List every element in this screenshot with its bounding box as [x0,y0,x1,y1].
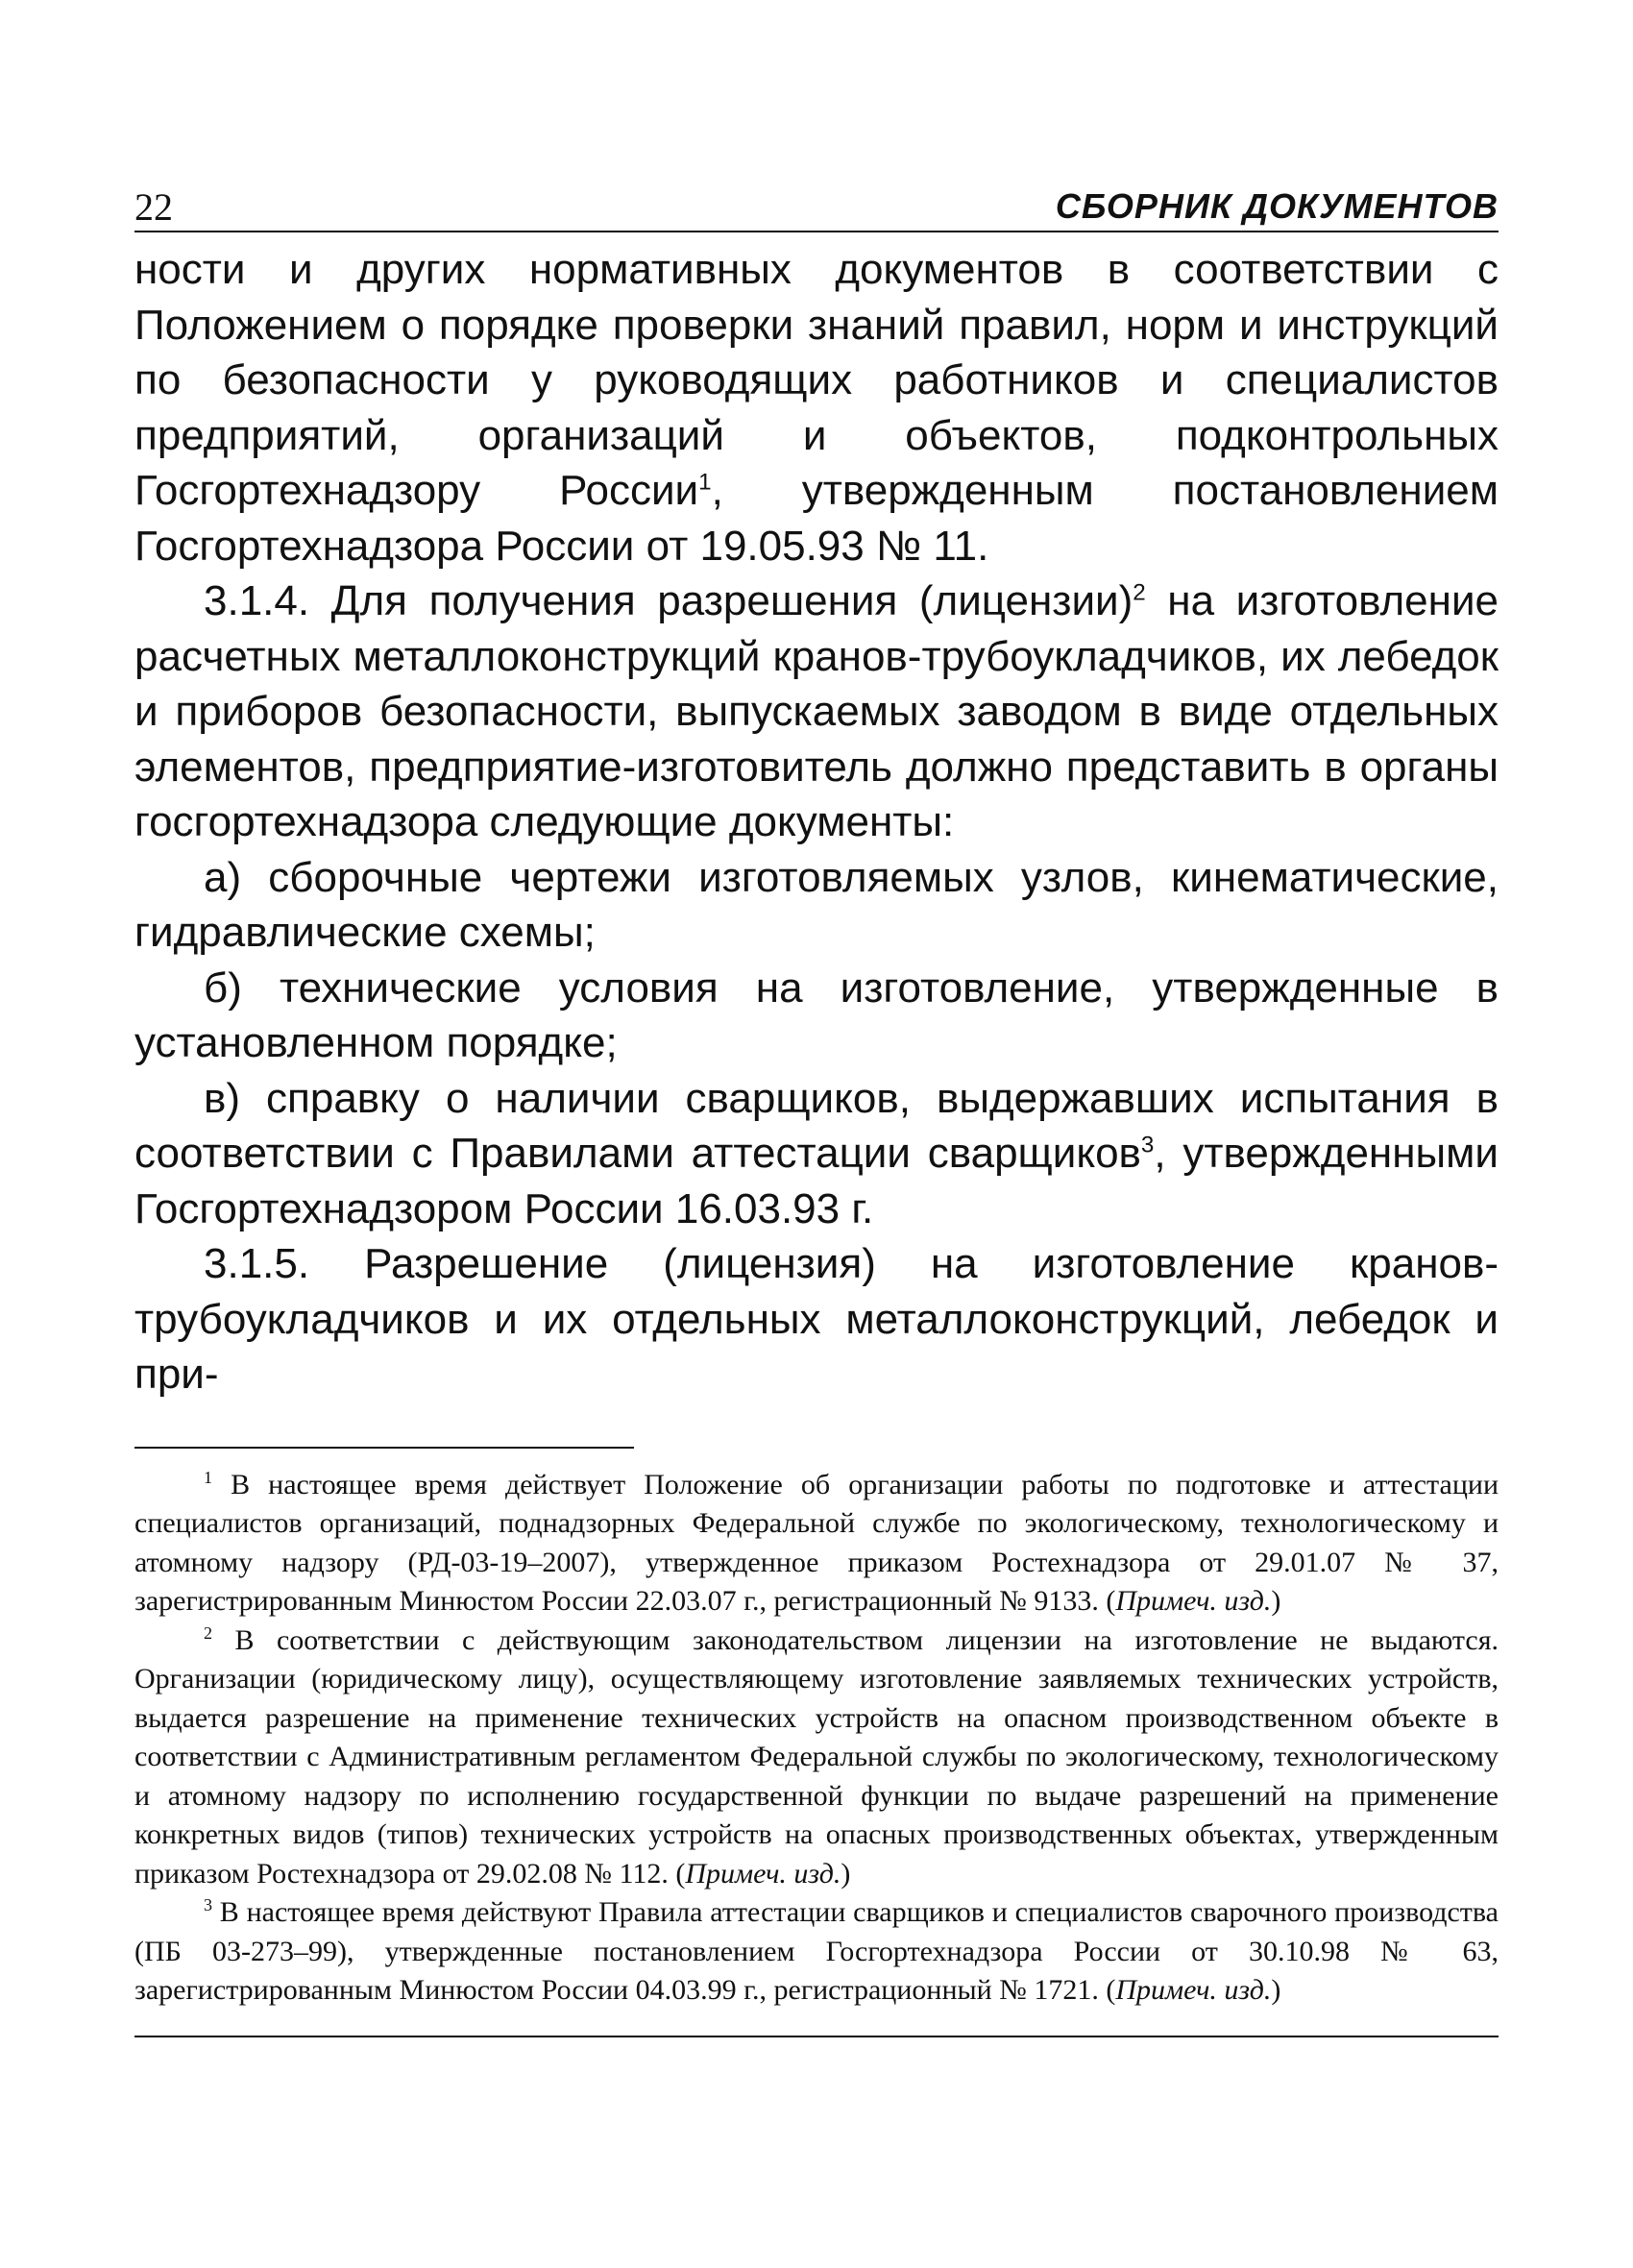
running-title: СБОРНИК ДОКУМЕНТОВ [1055,186,1499,226]
paragraph-text: на изготовление расчетных металлоконструкций кранов-трубоукладчиков, их лебедок и приборов безопасности, выпускаемых заводом в виде отдельных элементов, предприятие-изготовитель должно представить в органы госгортехнадзора следующие документы: [134,577,1499,845]
list-item-a: а) сборочные чертежи изготовляемых узлов, кинематические, гидравлические схемы; [134,853,1499,956]
footnote-mark: 3 [204,1895,212,1914]
paragraph-text: ности и других нормативных документов в соответствии с Положением о порядке проверки знаний правил, норм и инструкций по безопасности у руководящих работников и специалистов предприятий, организаций и объектов, подконтрольных Госгортехнадзору России [134,246,1499,514]
footnote-close: ) [1271,1974,1281,2006]
footnote-ref-1: 1 [698,469,712,496]
paragraph-3-1-4 [134,573,1499,850]
footnote-2 [134,1622,1499,1894]
paragraph-text: в) справку о наличии сварщиков, выдержавших испытания в соответствии с Правилами аттестации сварщиков [134,1074,1499,1177]
footnote-text: В настоящее время действует Положение об организации работы по подготовке и аттестации специалистов организаций, поднадзорных Федеральной службе по экологическому, технологическому и атомному надзору (РД-03-19–2007), утвержденное приказом Ростехнадзора от 29.01.07 № 37, зарегистрированным Минюстом России 22.03.07 г., регистрационный № 9133. ( [134,1468,1499,1617]
footnote-3 [134,1893,1499,2011]
footnote-mark: 2 [204,1622,212,1643]
list-item-b: б) технические условия на изготовление, утвержденные в установленном порядке; [134,963,1499,1066]
footnote-separator [134,1447,634,1449]
footnote-mark: 1 [204,1467,212,1487]
main-text [134,242,1499,1402]
list-item-v [134,1071,1499,1237]
footnote-close: ) [841,1857,851,1890]
paragraph-continued [134,242,1499,573]
footnote-1 [134,1466,1499,1622]
paragraph-text: 3.1.4. Для получения разрешения (лицензии) [204,577,1133,624]
footnote-text: В настоящее время действуют Правила аттестации сварщиков и специалистов сварочного производства (ПБ 03-273–99), утвержденные постановлением Госгортехнадзора России от 30.10.98 № 63, зарегистрированным Минюстом России 04.03.99 г., регистрационный № 1721. ( [134,1896,1499,2006]
editor-note: Примеч. изд. [1115,1585,1272,1617]
editor-note: Примеч. изд. [685,1857,841,1890]
paragraph-text: , утвержденными Госгортехнадзором России 16.03.93 г. [134,1130,1499,1232]
paragraph-3-1-5: 3.1.5. Разрешение (лицензия) на изготовление кранов-трубоукладчиков и их отдельных металлоконструкций, лебедок и при- [134,1240,1499,1398]
page-number: 22 [134,185,173,229]
footnote-text: В соответствии с действующим законодательством лицензии на изготовление не выдаются. Организации (юридическому лицу), осуществляющему изготовление заявляемых технических устройств, выдается разрешение на применение технических устройств на опасном производственном объекте в соответствии с Административным регламентом Федеральной службы по экологическому, технологическому и атомному надзору по исполнению государственной функции по выдаче разрешений на применение конкретных видов (типов) технических устройств на опасных производственных объектах, утвержденным приказом Ростехнадзора от 29.02.08 № 112. ( [134,1623,1499,1890]
footnote-ref-2: 2 [1133,579,1146,606]
running-header [134,183,1499,232]
footnote-ref-3: 3 [1140,1132,1155,1158]
footnote-close: ) [1271,1585,1281,1617]
editor-note: Примеч. изд. [1115,1974,1272,2006]
footnotes [134,1466,1499,2011]
document-page [134,183,1499,2037]
bottom-rule [134,2036,1499,2037]
paragraph-text: , утвержденным постановлением Госгортехнадзора России от 19.05.93 № 11. [134,467,1499,570]
